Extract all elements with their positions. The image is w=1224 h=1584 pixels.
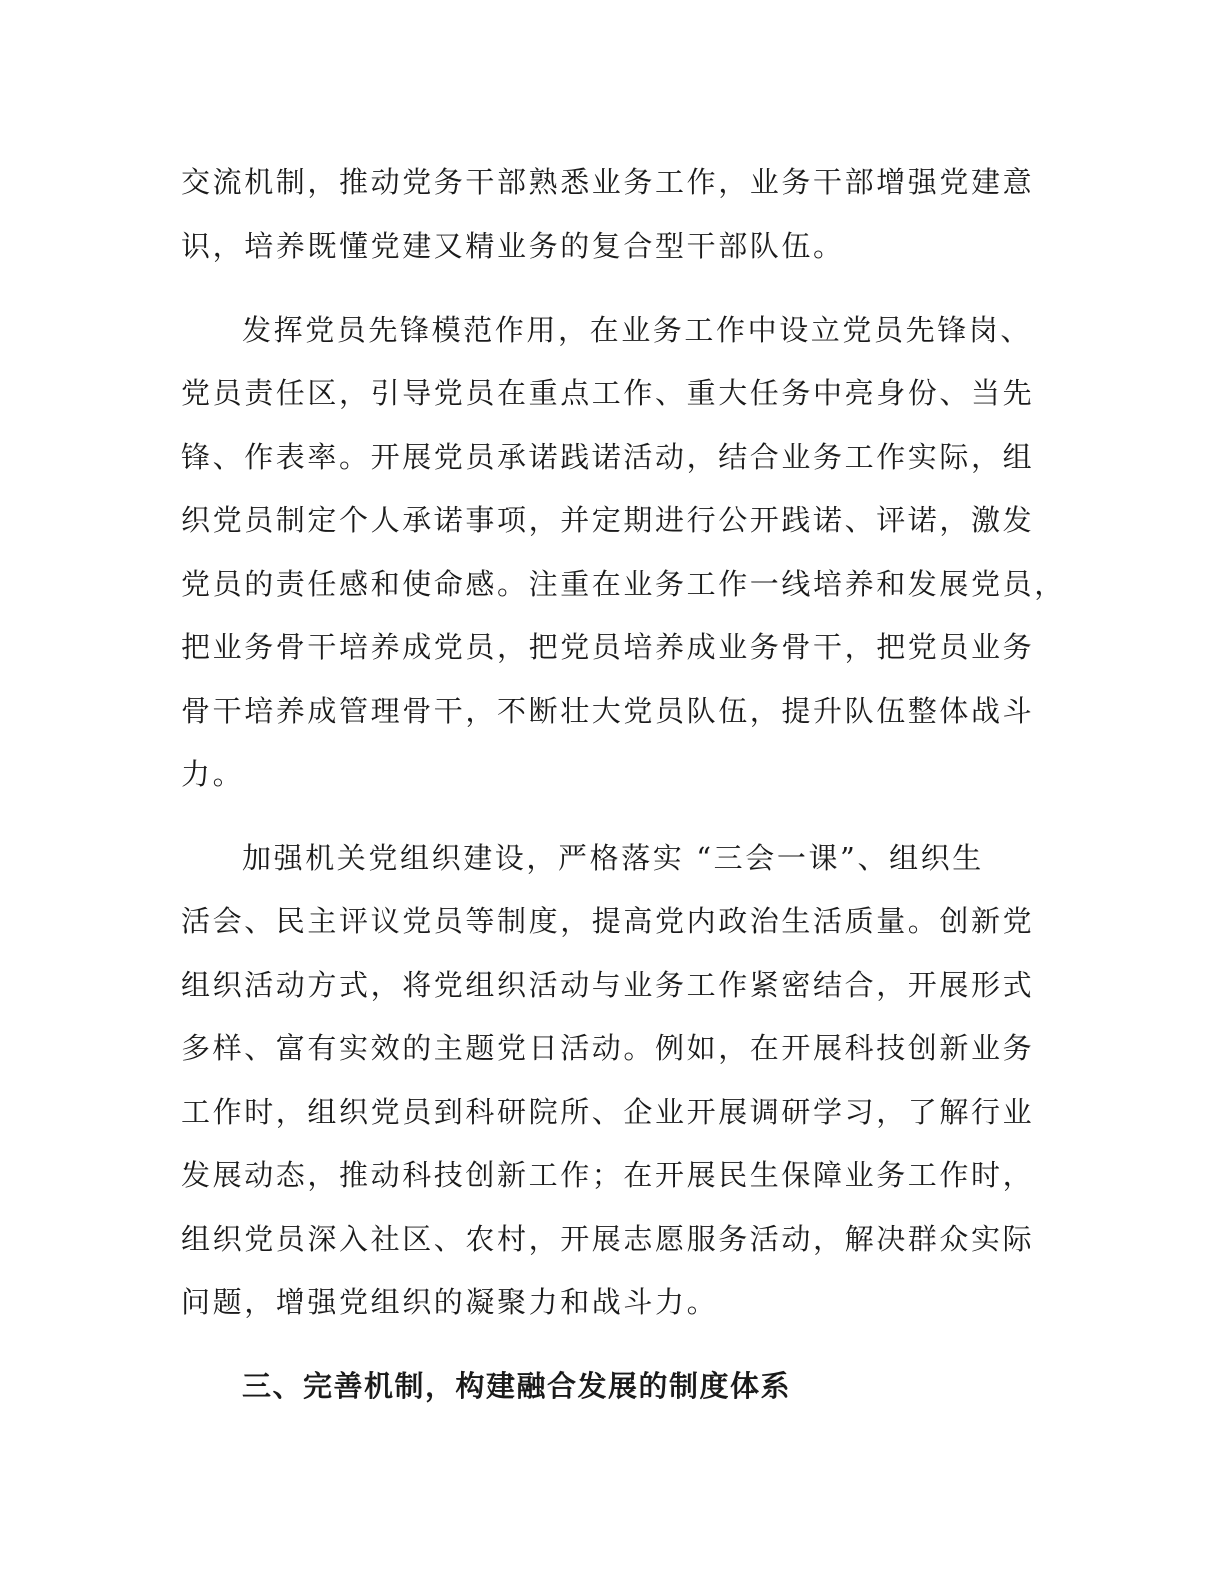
- paragraph-3-line-4: 多样、富有实效的主题党日活动。例如，在开展科技创新业务: [181, 1031, 1035, 1065]
- paragraph-3-line-3: 组织活动方式，将党组织活动与业务工作紧密结合，开展形式: [181, 968, 1035, 1002]
- section-heading: 三、完善机制，构建融合发展的制度体系: [242, 1369, 792, 1403]
- paragraph-3-line-5: 工作时，组织党员到科研院所、企业开展调研学习，了解行业: [181, 1095, 1035, 1129]
- paragraph-2-line-3: 锋、作表率。开展党员承诺践诺活动，结合业务工作实际，组: [181, 440, 1035, 474]
- paragraph-3-line-8: 问题，增强党组织的凝聚力和战斗力。: [181, 1285, 719, 1319]
- paragraph-2-line-8: 力。: [181, 757, 245, 791]
- paragraph-1-line-2: 识，培养既懂党建又精业务的复合型干部队伍。: [181, 229, 845, 263]
- paragraph-2-line-5: 党员的责任感和使命感。注重在业务工作一线培养和发展党员，: [181, 567, 1066, 601]
- paragraph-1-line-1: 交流机制，推动党务干部熟悉业务工作，业务干部增强党建意: [181, 165, 1035, 199]
- paragraph-2-line-2: 党员责任区，引导党员在重点工作、重大任务中亮身份、当先: [181, 376, 1035, 410]
- paragraph-3-line-2: 活会、民主评议党员等制度，提高党内政治生活质量。创新党: [181, 904, 1035, 938]
- paragraph-3-line-7: 组织党员深入社区、农村，开展志愿服务活动，解决群众实际: [181, 1222, 1035, 1256]
- paragraph-2-line-7: 骨干培养成管理骨干，不断壮大党员队伍，提升队伍整体战斗: [181, 694, 1035, 728]
- paragraph-3-line-6: 发展动态，推动科技创新工作；在开展民生保障业务工作时，: [181, 1158, 1035, 1192]
- paragraph-3-line-1: 加强机关党组织建设，严格落实 “三会一课”、组织生: [242, 841, 984, 875]
- paragraph-2-line-1: 发挥党员先锋模范作用，在业务工作中设立党员先锋岗、: [242, 313, 1033, 347]
- paragraph-2-line-6: 把业务骨干培养成党员，把党员培养成业务骨干，把党员业务: [181, 630, 1035, 664]
- paragraph-2-line-4: 织党员制定个人承诺事项，并定期进行公开践诺、评诺，激发: [181, 503, 1035, 537]
